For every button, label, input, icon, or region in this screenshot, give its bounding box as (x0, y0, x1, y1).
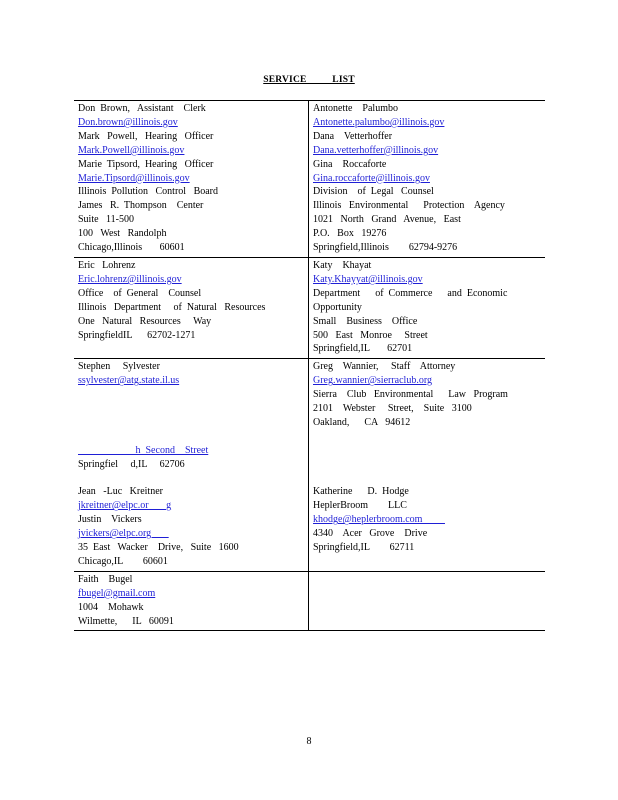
contact-line: Chicago,Illinois 60601 (78, 242, 185, 254)
contact-line: Jean -Luc Kreitner (78, 486, 163, 498)
contact-line: 100 West Randolph (78, 228, 167, 240)
contact-line: Springfiel d,IL 62706 (78, 458, 185, 470)
contact-line: Don Brown, Assistant Clerk (78, 103, 206, 114)
service-list-table (74, 100, 545, 631)
email-link[interactable]: Greg.wannier@sierraclub.org (313, 375, 432, 387)
contact-line: Eric Lohrenz (78, 259, 136, 271)
contact-line: Chicago,IL 60601 (78, 555, 168, 567)
contact-line: Marie Tipsord, Hearing Officer (78, 158, 214, 170)
contact-line: Gina Roccaforte (313, 158, 387, 170)
email-link[interactable]: Antonette.palumbo@illinois.gov (313, 116, 445, 128)
blank-line (78, 402, 304, 416)
contact-line: HeplerBroom LLC (313, 500, 407, 512)
contact-cell (309, 359, 546, 572)
contact-line: Division of Legal Counsel (313, 186, 434, 198)
page-number: 8 (306, 736, 312, 747)
email-link[interactable]: fbugel@gmail.com (78, 587, 156, 599)
blank-line (78, 430, 304, 444)
contact-line: Springfield,IL 62701 (313, 343, 413, 355)
email-link[interactable]: Eric.lohrenz@illinois.gov (78, 273, 182, 285)
email-link[interactable]: jkreitner@elpc.or g (78, 500, 172, 512)
blank-line (78, 416, 304, 430)
contact-line: 1021 North Grand Avenue, East (313, 214, 461, 226)
contact-line: P.O. Box 19276 (313, 228, 387, 240)
blank-line (78, 388, 304, 402)
blank-line (78, 472, 304, 486)
table-row (74, 359, 545, 572)
page-title (0, 75, 618, 85)
contact-line: Katherine D. Hodge (313, 486, 409, 498)
contact-cell (74, 101, 309, 258)
email-link[interactable]: Don.brown@illinois.gov (78, 116, 178, 128)
contact-line: 2101 Webster Street, Suite 3100 (313, 403, 472, 415)
contact-line: SpringfieldIL 62702-1271 (78, 329, 196, 341)
contact-line: Opportunity (313, 301, 362, 313)
contact-line: Springfield,Illinois 62794-9276 (313, 242, 458, 254)
contact-cell (309, 571, 546, 631)
contact-cell (309, 101, 546, 258)
contact-line: Suite 11-500 (78, 214, 135, 226)
email-link[interactable]: Mark.Powell@illinois.gov (78, 144, 185, 156)
contact-line: Oakland, CA 94612 (313, 416, 411, 428)
contact-line: Faith Bugel (78, 573, 133, 585)
contact-line: Stephen Sylvester (78, 361, 160, 373)
email-link[interactable]: Dana.vetterhoffer@illinois.gov (313, 144, 439, 156)
contact-line: Department of Commerce and Economic (313, 287, 508, 299)
contact-line: Wilmette, IL 60091 (78, 615, 174, 627)
blank-line (313, 458, 541, 472)
email-link[interactable]: jvickers@elpc.org (78, 528, 169, 540)
contact-cell (74, 571, 309, 631)
contact-line: James R. Thompson Center (78, 200, 204, 212)
email-link[interactable]: Marie.Tipsord@illinois.gov (78, 172, 190, 184)
email-link[interactable]: h Second Street (78, 444, 209, 456)
contact-line: Springfield,IL 62711 (313, 542, 415, 554)
contact-line: Justin Vickers (78, 514, 142, 526)
email-link[interactable]: ssylvester@atg.state.il.us (78, 375, 180, 387)
blank-line (313, 444, 541, 458)
email-link[interactable]: Katy.Khayyat@illinois.gov (313, 273, 423, 285)
contact-cell (309, 257, 546, 358)
contact-line: Small Business Office (313, 315, 418, 327)
contact-line: Antonette Palumbo (313, 103, 398, 114)
contact-line: Illinois Department of Natural Resources (78, 301, 266, 313)
blank-line (313, 430, 541, 444)
table-row (74, 101, 545, 258)
contact-line: Illinois Pollution Control Board (78, 186, 219, 198)
contact-line: Mark Powell, Hearing Officer (78, 130, 214, 142)
contact-line: 1004 Mohawk (78, 601, 144, 613)
email-link[interactable]: Gina.roccaforte@illinois.gov (313, 172, 430, 184)
contact-line: 4340 Acer Grove Drive (313, 528, 428, 540)
contact-line: 35 East Wacker Drive, Suite 1600 (78, 542, 239, 554)
contact-line: Office of General Counsel (78, 287, 202, 299)
contact-line: One Natural Resources Way (78, 315, 212, 327)
contact-line: Dana Vetterhoffer (313, 130, 393, 142)
contact-line: Sierra Club Environmental Law Program (313, 389, 508, 401)
blank-line (313, 472, 541, 486)
contact-cell (74, 359, 309, 572)
email-link[interactable]: khodge@heplerbroom.com (313, 514, 445, 526)
table-row (74, 571, 545, 631)
contact-line: Katy Khayat (313, 259, 372, 271)
contact-line: Greg Wannier, Staff Attorney (313, 361, 456, 373)
contact-line: 500 East Monroe Street (313, 329, 428, 341)
contact-cell (74, 257, 309, 358)
service-list-heading: SERVICE LIST (263, 75, 355, 85)
contact-line: Illinois Environmental Protection Agency (313, 200, 505, 212)
table-row (74, 257, 545, 358)
